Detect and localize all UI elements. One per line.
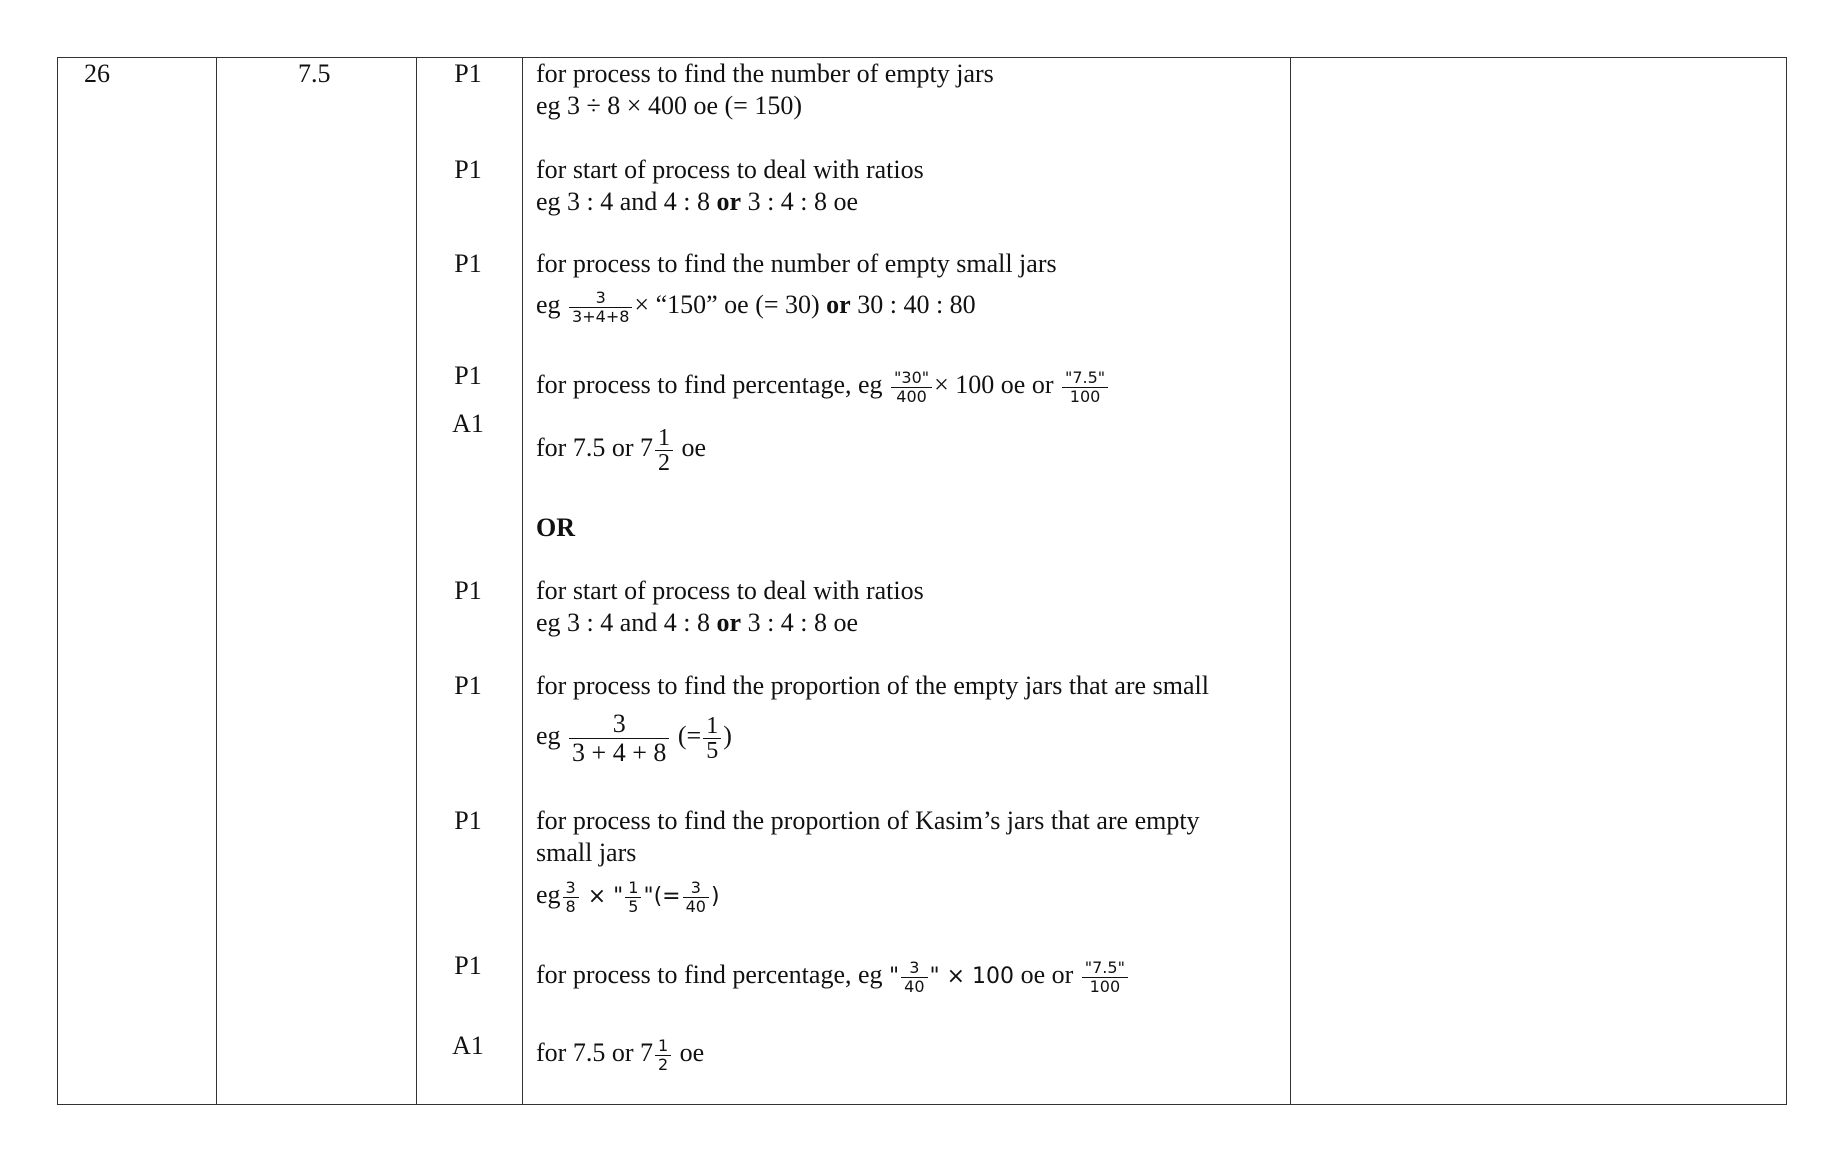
guidance-text: for process to find the proportion of Kasim’s jars that are empty — [536, 806, 1200, 835]
fraction: $\frac{3}{3+4+8}$ — [569, 289, 632, 326]
mark-code: A1 — [452, 1031, 484, 1060]
mark-code: P1 — [454, 361, 482, 390]
fraction: $\frac{3}{3 + 4 + 8}$ — [569, 710, 669, 767]
guidance-formula: eg $\frac{3}{8}$ × " $\frac{1}{5}$ "(= $\frac{3}{40}$ ) — [536, 877, 720, 916]
question-number: 26 — [84, 59, 110, 88]
mark-code: P1 — [454, 951, 482, 980]
mark-code: P1 — [454, 155, 482, 184]
or-separator: OR — [536, 513, 575, 542]
guidance-formula: eg $\frac{3}{3 + 4 + 8}$ (= $\frac{1}{5}$ ) — [536, 708, 732, 767]
guidance-text: eg 3 ÷ 8 × 400 oe (= 150) — [536, 91, 802, 120]
column-divider — [416, 58, 417, 1104]
fraction: $\frac{1}{5}$ — [703, 714, 721, 763]
mark-code: P1 — [454, 806, 482, 835]
guidance-text: for process to find the number of empty small jars — [536, 249, 1057, 278]
guidance-formula: for 7.5 or 7 $\frac{1}{2}$ oe — [536, 424, 707, 476]
answer-value: 7.5 — [298, 59, 331, 88]
guidance-text: for process to find the number of empty jars — [536, 59, 994, 88]
fraction: $\frac{1}{2}$ — [655, 1037, 671, 1074]
guidance-text: for start of process to deal with ratios — [536, 576, 924, 605]
column-divider — [1290, 58, 1291, 1104]
fraction: $\frac{"7.5"}{100}$ — [1082, 959, 1128, 996]
fraction: $\frac{"7.5"}{100}$ — [1062, 369, 1108, 406]
guidance-formula: for process to find percentage, eg " $\frac{3}{40}$ " × 100 oe or $\frac{"7.5"}{100}$ — [536, 950, 1130, 1002]
mark-code: P1 — [454, 576, 482, 605]
fraction: $\frac{1}{5}$ — [625, 879, 641, 916]
fraction: $\frac{"30"}{400}$ — [891, 369, 932, 406]
guidance-text: small jars — [536, 838, 637, 867]
mark-code: P1 — [454, 59, 482, 88]
fraction: $\frac{3}{40}$ — [901, 959, 927, 996]
guidance-formula: eg $\frac{3}{3+4+8}$ × “150” oe (= 30) or 30 : 40 : 80 — [536, 287, 976, 326]
column-divider — [216, 58, 217, 1104]
fraction: $\frac{3}{8}$ — [563, 879, 579, 916]
guidance-text: for process to find the proportion of the empty jars that are small — [536, 671, 1209, 700]
mark-code: P1 — [454, 671, 482, 700]
guidance-text: eg 3 : 4 and 4 : 8 or 3 : 4 : 8 oe — [536, 608, 859, 637]
fraction: $\frac{3}{40}$ — [683, 879, 709, 916]
guidance-text: eg 3 : 4 and 4 : 8 or 3 : 4 : 8 oe — [536, 187, 859, 216]
mark-code: P1 — [454, 249, 482, 278]
guidance-formula: for 7.5 or 7 $\frac{1}{2}$ oe — [536, 1035, 705, 1074]
guidance-text: for start of process to deal with ratios — [536, 155, 924, 184]
column-divider — [522, 58, 523, 1104]
mark-code: A1 — [452, 409, 484, 438]
fraction: $\frac{1}{2}$ — [655, 426, 673, 475]
guidance-formula: for process to find percentage, eg $\frac{"30"}{400}$ × 100 oe or $\frac{"7.5"}{100}$ — [536, 360, 1110, 410]
